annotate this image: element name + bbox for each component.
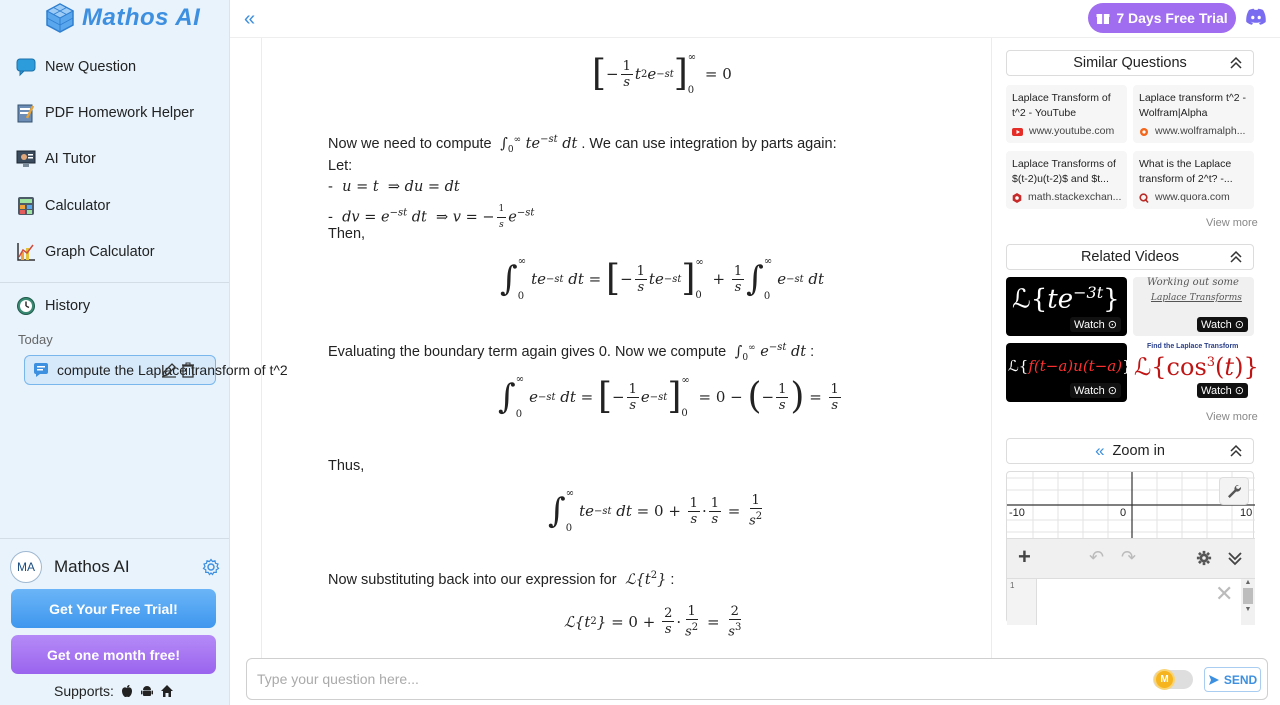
message-icon [33, 362, 49, 378]
chevron-up-double-icon[interactable] [1229, 55, 1243, 71]
sidebar-divider [0, 282, 229, 283]
chevron-up-double-icon[interactable] [1229, 249, 1243, 265]
list-item-dv: - dv = $e^{-st}$ dt ⇒ v = − $\frac{1}{s}$ $e^{-st}$ [328, 204, 535, 230]
similar-questions-header[interactable] [1006, 50, 1254, 76]
edit-icon[interactable] [161, 362, 177, 378]
scrollbar[interactable] [1241, 579, 1255, 625]
logo[interactable] [44, 2, 200, 34]
send-arrow-icon [1208, 674, 1220, 686]
equation-exponential-integral: ∫ ∞ 0 e −st dt = [ − $\frac{1}{s}$ e −st ] ∞ 0 = 0 − ( − $\frac{1}{s}$ ) = $\frac{1}{s}$ [498, 374, 839, 420]
paragraph-text: Evaluating the boundary term again gives 0. Now we compute [328, 343, 727, 360]
sidebar-item-label: AI Tutor [45, 151, 96, 167]
play-circle-icon: ⊙ [1234, 385, 1244, 397]
free-trial-pill-label: 7 Days Free Trial [1116, 10, 1228, 26]
history-entry-text: compute the Laplace transform of t^2 [57, 362, 288, 378]
thumbnail-formula: ℒ{f(t−a)u(t−a)} [1008, 357, 1132, 375]
play-circle-icon: ⊙ [1107, 385, 1117, 397]
paragraph-text: Now we need to compute [328, 135, 492, 152]
send-button[interactable] [1204, 667, 1261, 692]
video-thumbnail[interactable] [1006, 343, 1132, 402]
play-circle-icon: ⊙ [1107, 319, 1117, 331]
undo-icon[interactable]: ↶ [1089, 547, 1105, 567]
expression-list [1007, 578, 1255, 624]
paragraph-integration-by-parts: Now we need to compute $\int_0^\infty$ $te^{-st}$ dt . We can use integration by parts again: [328, 134, 837, 155]
paragraph-substituting: Now substituting back into our expression for $ℒ\{t^2\}$ : [328, 570, 675, 588]
solution-content [261, 38, 992, 658]
thumbnail-caption: Find the Laplace Transform [1147, 343, 1239, 350]
double-chevron-left-icon[interactable]: « [1095, 441, 1105, 460]
collapse-sidebar-icon[interactable]: « [244, 8, 256, 30]
card-source: www.wolframalph... [1155, 125, 1246, 137]
question-input[interactable] [257, 668, 1137, 690]
video-thumbnail[interactable] [1006, 277, 1127, 336]
question-input-bar [246, 658, 1268, 700]
zoom-in-title: Zoom in [1112, 443, 1165, 459]
sidebar-item-label: PDF Homework Helper [45, 105, 195, 121]
tutor-screen-icon [16, 149, 36, 169]
graph-chart-icon [16, 242, 36, 262]
zoom-in-header[interactable] [1006, 438, 1254, 464]
thumbnail-handwriting: Laplace Transforms [1151, 293, 1242, 303]
history-clock-icon [16, 296, 36, 316]
wrench-icon[interactable] [1219, 477, 1249, 505]
similar-question-card[interactable] [1006, 151, 1127, 209]
chevron-up-double-icon[interactable] [1229, 443, 1243, 459]
similar-question-card[interactable] [1133, 151, 1254, 209]
watch-button[interactable]: Watch ⊙ [1070, 383, 1121, 398]
user-row [10, 551, 220, 583]
card-title: Laplace Transform of t^2 - YouTube [1012, 92, 1111, 119]
stackexchange-icon [1012, 193, 1022, 203]
supports-label: Supports: [54, 683, 114, 699]
calculator-icon [16, 196, 36, 216]
card-source: www.youtube.com [1029, 125, 1115, 137]
video-thumbnail[interactable] [1133, 343, 1259, 402]
sidebar-item-ai-tutor[interactable] [16, 149, 96, 169]
mode-toggle[interactable] [1153, 670, 1193, 689]
sidebar-item-new-question[interactable] [16, 57, 136, 77]
similar-question-card[interactable] [1006, 85, 1127, 143]
similar-question-card[interactable] [1133, 85, 1254, 143]
card-title: What is the Laplace transform of 2^t? -... [1139, 158, 1233, 185]
sidebar-item-history[interactable] [16, 296, 90, 316]
equation-integration-by-parts: ∫ ∞ 0 te −st dt = [ − $\frac{1}{s}$ te −st ] ∞ 0 + $\frac{1}{s}$ ∫ ∞ 0 e −st dt [500, 256, 825, 302]
brand-name: Mathos AI [82, 4, 201, 31]
gear-icon[interactable] [1196, 550, 1212, 566]
videos-view-more-link[interactable]: View more [1206, 411, 1258, 423]
sidebar-item-label: History [45, 298, 91, 314]
x-tick-label: 10 [1240, 507, 1253, 519]
toggle-knob: M [1154, 669, 1175, 690]
graph-grid[interactable] [1007, 472, 1255, 538]
expression-index: 1 [1010, 581, 1015, 590]
delete-expression-icon[interactable]: ✕ [1215, 581, 1234, 606]
quora-icon [1139, 193, 1149, 203]
paragraph-evaluating: Evaluating the boundary term again gives 0. Now we compute $\int_0^\infty$ $e^{-st}$ dt : [328, 342, 815, 363]
gear-icon[interactable] [202, 558, 220, 576]
video-thumbnail[interactable] [1133, 277, 1254, 336]
send-label: SEND [1223, 672, 1258, 687]
watch-button[interactable]: Watch ⊙ [1197, 317, 1248, 332]
sidebar-divider [0, 538, 229, 539]
related-videos-header[interactable] [1006, 244, 1254, 270]
chat-bubble-icon [16, 57, 36, 77]
paragraph-thus: Thus, [328, 458, 365, 474]
x-tick-label: -10 [1009, 507, 1025, 519]
discord-icon[interactable] [1245, 8, 1267, 26]
wolfram-icon [1139, 127, 1149, 137]
thumbnail-formula: $ℒ\{\cos^3(t)\}$ [1134, 353, 1259, 381]
scroll-up-arrow[interactable]: ▲ [1244, 579, 1252, 586]
graph-toolbar [1007, 538, 1255, 578]
apple-icon[interactable] [120, 684, 134, 698]
thumbnail-handwriting: Working out some [1147, 277, 1239, 288]
get-free-trial-button[interactable]: Get Your Free Trial! [11, 589, 216, 628]
youtube-icon [1012, 128, 1023, 136]
expression-input[interactable] [1038, 579, 1240, 625]
thumbnail-formula: $ℒ\{te^{-3t}\}$ [1012, 283, 1120, 315]
get-one-month-free-button[interactable]: Get one month free! [11, 635, 216, 674]
play-circle-icon: ⊙ [1234, 319, 1244, 331]
android-icon[interactable] [140, 684, 154, 698]
paragraph-let: Let: [328, 158, 353, 174]
similar-view-more-link[interactable]: View more [1206, 217, 1258, 229]
supports-row [54, 683, 174, 699]
card-source: math.stackexchan... [1028, 191, 1122, 203]
similar-questions-title: Similar Questions [1073, 55, 1187, 71]
scroll-thumb[interactable] [1243, 588, 1253, 604]
card-source: www.quora.com [1155, 191, 1230, 203]
equation-final-laplace: ℒ{t 2 } = 0 + $\frac{2}{s}$ · $\frac{1}{s^2}$ = $\frac{2}{s^3}$ [564, 604, 742, 640]
add-expression-icon[interactable]: + [1018, 544, 1031, 569]
list-item-u: - u = t ⇒ du = dt [328, 179, 460, 195]
gift-icon [1096, 11, 1110, 25]
sidebar [0, 0, 288, 705]
avatar[interactable]: MA [10, 551, 42, 583]
home-icon[interactable] [160, 684, 174, 698]
history-entry[interactable] [24, 355, 288, 385]
history-group-label: Today [18, 332, 53, 347]
sidebar-item-graph-calculator[interactable] [16, 242, 155, 262]
trash-icon[interactable] [181, 362, 195, 378]
sidebar-item-label: Graph Calculator [45, 244, 155, 260]
graph-calculator-widget[interactable] [1006, 471, 1254, 623]
sidebar-item-label: Calculator [45, 198, 111, 214]
equation-boundary-term: [ − $\frac{1}{s}$ t 2 e −st ] ∞ 0 = 0 [592, 52, 732, 96]
cube-logo-icon [44, 2, 76, 34]
sidebar-item-pdf-homework-helper[interactable] [16, 103, 194, 123]
watch-button[interactable]: Watch ⊙ [1070, 317, 1121, 332]
watch-button[interactable]: Watch ⊙ [1197, 383, 1248, 398]
expression-gutter [1007, 579, 1037, 625]
paragraph-text: . We can use integration by parts again: [581, 135, 837, 152]
redo-icon[interactable]: ↷ [1121, 547, 1137, 567]
x-tick-label: 0 [1120, 507, 1127, 519]
scroll-down-arrow[interactable]: ▼ [1244, 606, 1252, 613]
related-videos-title: Related Videos [1080, 249, 1180, 265]
paragraph-text: Now substituting back into our expression for [328, 571, 617, 588]
user-name: Mathos AI [54, 557, 130, 576]
sidebar-item-calculator[interactable] [16, 196, 110, 216]
sidebar-item-label: New Question [45, 59, 137, 75]
equation-result-1-over-s2: ∫ ∞ 0 te −st dt = 0 + $\frac{1}{s}$ · $\frac{1}{s}$ = $\frac{1}{s^2}$ [548, 488, 763, 534]
paragraph-then: Then, [328, 226, 366, 242]
card-title: Laplace transform t^2 - Wolfram|Alpha [1139, 92, 1247, 119]
card-title: Laplace Transforms of $(t-2)u(t-2)$ and $t... [1012, 158, 1116, 185]
pdf-notepad-icon [16, 103, 36, 123]
free-trial-pill[interactable] [1088, 3, 1236, 33]
chevron-down-double-icon[interactable] [1227, 550, 1243, 566]
